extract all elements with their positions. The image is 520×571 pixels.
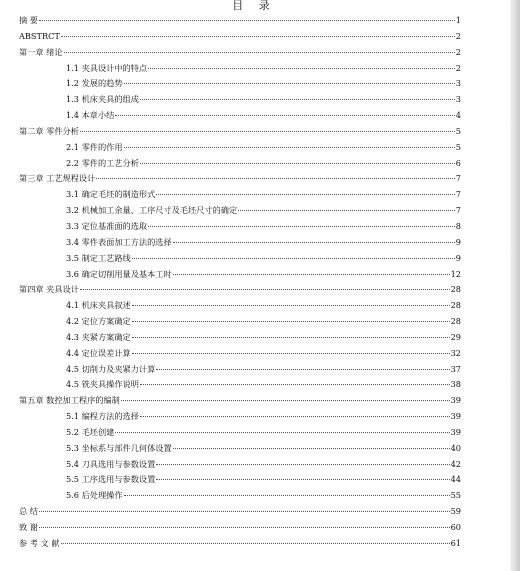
dot-leader <box>132 337 450 338</box>
toc-page-number: 4 <box>455 110 461 121</box>
toc-page-number: 9 <box>455 236 461 247</box>
toc-page-number: 60 <box>450 522 461 532</box>
toc-subentry[interactable] <box>19 94 461 110</box>
toc-subentry[interactable] <box>19 474 461 490</box>
toc-entry-label: 5.3 坐标系与部件几何体设置 <box>66 442 172 453</box>
toc-entry-label: 致 谢 <box>19 522 38 532</box>
toc-entry-label: 第四章 夹具设计 <box>19 284 79 295</box>
toc-page-number: 42 <box>450 458 461 469</box>
dot-leader <box>61 36 455 37</box>
dot-leader <box>80 289 450 290</box>
toc-entry-label: 1.3 机床夹具的组成 <box>66 94 139 105</box>
toc-page-number: 2 <box>455 30 461 41</box>
toc-subentry[interactable] <box>19 490 461 506</box>
toc-chapter-entry[interactable] <box>19 126 461 142</box>
toc-page-number: 37 <box>450 363 461 374</box>
toc-subentry[interactable] <box>19 364 461 380</box>
dot-leader <box>124 147 455 148</box>
dot-leader <box>80 131 455 132</box>
toc-page-number: 5 <box>455 125 461 136</box>
toc-page-number: 7 <box>455 205 461 216</box>
toc-entry-label: 4.4 定位误差计算 <box>66 347 131 358</box>
page-title: 目 录 <box>232 0 276 12</box>
dot-leader <box>140 163 455 164</box>
toc-page-number: 28 <box>450 300 461 311</box>
toc-entry-label: 4.2 定位方案确定 <box>66 316 131 327</box>
toc-entry-label: 3.2 机械加工余量、工序尺寸及毛坯尺寸的确定 <box>66 205 238 216</box>
toc-page-number: 55 <box>450 490 461 501</box>
toc-entry-label: 参 考 文 献 <box>19 537 60 548</box>
toc-page-number: 39 <box>450 395 461 406</box>
dot-leader <box>140 416 450 417</box>
dot-leader <box>132 353 450 354</box>
toc-entry-label: 第五章 数控加工程序的编制 <box>19 395 120 406</box>
toc-page-number: 9 <box>455 252 461 263</box>
page-edge-shadow <box>510 0 520 571</box>
dot-leader <box>39 527 450 528</box>
dot-leader <box>173 242 455 243</box>
toc-entry-label: 1.1 夹具设计中的特点 <box>66 62 148 73</box>
dot-leader <box>124 83 455 84</box>
toc-page-number: 44 <box>450 474 461 485</box>
toc-subentry[interactable] <box>19 253 461 269</box>
toc-page-number: 7 <box>455 173 461 184</box>
table-of-contents <box>19 15 461 554</box>
toc-page-number: 6 <box>455 157 461 168</box>
toc-subentry[interactable] <box>19 427 461 443</box>
dot-leader <box>115 115 454 116</box>
dot-leader <box>156 479 449 480</box>
dot-leader <box>132 305 450 306</box>
toc-subentry[interactable] <box>19 142 461 158</box>
toc-page-number: 5 <box>455 141 461 152</box>
toc-chapter-entry[interactable] <box>19 538 461 554</box>
toc-subentry[interactable] <box>19 300 461 316</box>
toc-entry-label: 5.5 工序选用与参数设置 <box>66 474 156 485</box>
toc-page-number: 7 <box>455 189 461 200</box>
toc-subentry[interactable] <box>19 459 461 475</box>
toc-subentry[interactable] <box>19 443 461 459</box>
toc-subentry[interactable] <box>19 411 461 427</box>
dot-leader <box>39 511 450 512</box>
toc-page-number: 59 <box>450 506 461 517</box>
toc-entry-label: 第三章 工艺规程设计 <box>19 173 96 184</box>
toc-page-number: 28 <box>450 316 461 327</box>
dot-leader <box>64 52 455 53</box>
toc-subentry[interactable] <box>19 269 461 285</box>
toc-entry-label: 摘 要 <box>19 15 38 25</box>
toc-entry-label: 第二章 零件分析 <box>19 125 79 136</box>
dot-leader <box>121 400 450 401</box>
toc-subentry[interactable] <box>19 237 461 253</box>
toc-entry-label: 4.3 夹紧方案确定 <box>66 331 131 342</box>
toc-page-number: 3 <box>455 94 461 105</box>
toc-page-number: 8 <box>455 220 461 231</box>
toc-entry-label: 5.6 后处理操作 <box>66 490 123 501</box>
toc-chapter-entry[interactable] <box>19 284 461 300</box>
toc-chapter-entry[interactable] <box>19 47 461 63</box>
toc-subentry[interactable] <box>19 205 461 221</box>
toc-subentry[interactable] <box>19 221 461 237</box>
toc-page-number: 1 <box>455 15 461 25</box>
toc-entry-label: 5.4 刀具选用与参数设置 <box>66 458 156 469</box>
dot-leader <box>39 20 455 21</box>
dot-leader <box>238 210 455 211</box>
toc-entry-label: 总 结 <box>19 506 38 517</box>
dot-leader <box>96 178 454 179</box>
toc-entry-label: 4.1 机床夹具叙述 <box>66 300 131 311</box>
dot-leader <box>156 369 449 370</box>
toc-subentry[interactable] <box>19 63 461 79</box>
toc-entry-label: 3.1 确定毛坯的制造形式 <box>66 189 156 200</box>
toc-page-number: 29 <box>450 331 461 342</box>
toc-entry-label: 3.3 定位基准面的选取 <box>66 220 148 231</box>
dot-leader <box>173 448 450 449</box>
toc-entry-label: 4.5 切削力及夹紧力计算 <box>66 363 156 374</box>
dot-leader <box>156 194 454 195</box>
dot-leader <box>140 384 450 385</box>
toc-page-number: 3 <box>455 78 461 89</box>
toc-entry-label: 第一章 绪论 <box>19 46 63 57</box>
toc-subentry[interactable] <box>19 348 461 364</box>
dot-leader <box>132 321 450 322</box>
toc-entry-label: 3.6 确定切削用量及基本工时 <box>66 268 172 279</box>
toc-subentry[interactable] <box>19 332 461 348</box>
toc-page-number: 61 <box>450 537 461 548</box>
toc-entry-label: 2.1 零件的作用 <box>66 141 123 152</box>
toc-entry-label: 5.1 编程方法的选择 <box>66 411 139 422</box>
toc-chapter-entry[interactable] <box>19 395 461 411</box>
toc-page-number: 39 <box>450 411 461 422</box>
dot-leader <box>132 258 455 259</box>
toc-subentry[interactable] <box>19 158 461 174</box>
dot-leader <box>115 432 449 433</box>
dot-leader <box>124 495 450 496</box>
dot-leader <box>148 226 455 227</box>
toc-chapter-entry[interactable] <box>19 31 461 47</box>
toc-chapter-entry[interactable] <box>19 522 461 538</box>
toc-subentry[interactable] <box>19 316 461 332</box>
dot-leader <box>140 99 455 100</box>
toc-page-number: 39 <box>450 426 461 437</box>
toc-subentry[interactable] <box>19 110 461 126</box>
toc-page-number: 32 <box>450 347 461 358</box>
toc-page-number: 28 <box>450 284 461 295</box>
toc-subentry[interactable] <box>19 189 461 205</box>
toc-entry-label: 4.5 铣夹具操作说明 <box>66 379 139 390</box>
toc-entry-label: 3.5 制定工艺路线 <box>66 252 131 263</box>
toc-chapter-entry[interactable] <box>19 173 461 189</box>
toc-entry-label: 3.4 零件表面加工方法的选择 <box>66 236 172 247</box>
dot-leader <box>173 274 450 275</box>
toc-chapter-entry[interactable] <box>19 15 461 31</box>
toc-page-number: 40 <box>450 442 461 453</box>
toc-chapter-entry[interactable] <box>19 506 461 522</box>
toc-entry-label: 5.2 毛坯创建 <box>66 426 115 437</box>
toc-page-number: 12 <box>450 268 461 279</box>
toc-subentry[interactable] <box>19 78 461 94</box>
dot-leader <box>156 464 449 465</box>
dot-leader <box>61 543 450 544</box>
toc-entry-label: 2.2 零件的工艺分析 <box>66 157 139 168</box>
toc-page-number: 2 <box>455 46 461 57</box>
toc-entry-label: 1.2 发展的趋势 <box>66 78 123 89</box>
dot-leader <box>148 68 455 69</box>
toc-entry-label: 1.4 本章小结 <box>66 110 115 121</box>
toc-entry-label: ABSTRCT <box>19 30 60 41</box>
toc-page-number: 2 <box>455 62 461 73</box>
toc-subentry[interactable] <box>19 379 461 395</box>
toc-page-number: 38 <box>450 379 461 390</box>
